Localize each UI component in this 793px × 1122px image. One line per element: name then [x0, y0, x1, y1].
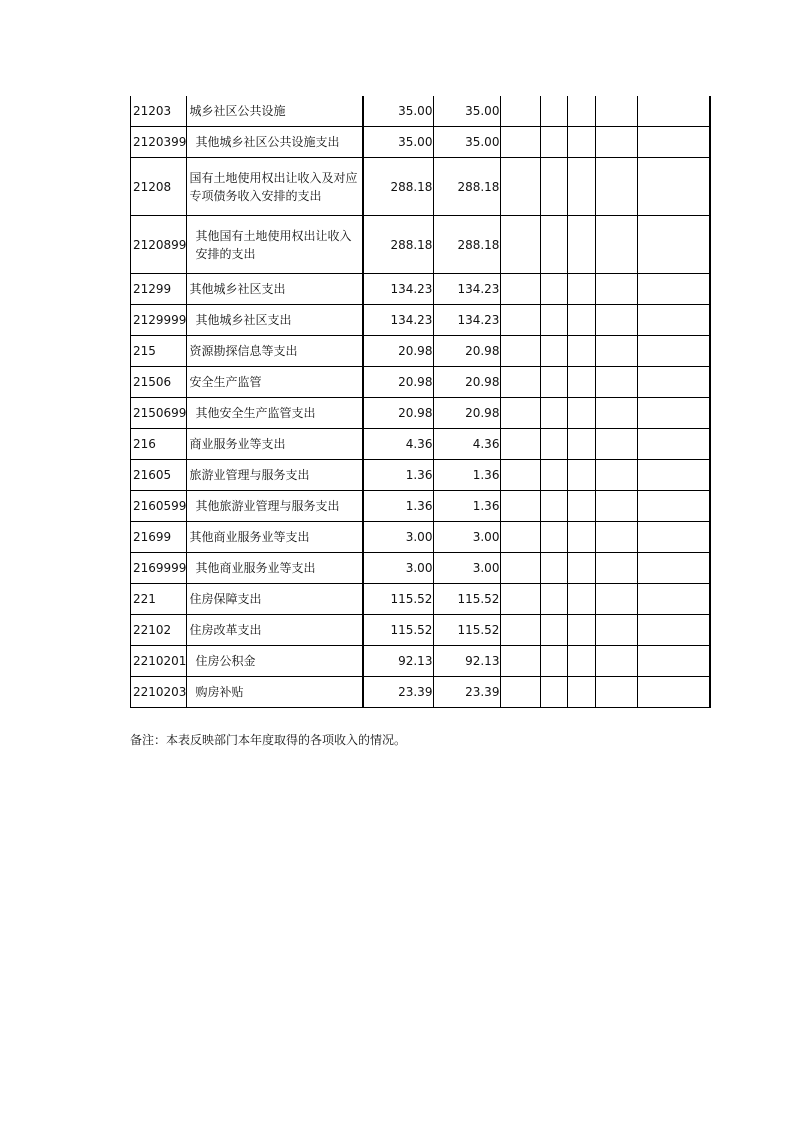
- total-amount-cell: 134.23: [363, 305, 434, 336]
- subject-name-cell: 住房保障支出: [187, 584, 363, 615]
- subject-code-cell: 21506: [131, 367, 187, 398]
- empty-cell: [541, 491, 568, 522]
- empty-cell: [596, 615, 638, 646]
- empty-cell: [568, 96, 596, 127]
- empty-cell: [596, 367, 638, 398]
- general-budget-amount-cell: 3.00: [434, 553, 501, 584]
- general-budget-amount-cell: 20.98: [434, 336, 501, 367]
- table-note: 备注：本表反映部门本年度取得的各项收入的情况。: [130, 733, 407, 747]
- empty-cell: [568, 491, 596, 522]
- empty-cell: [638, 460, 710, 491]
- empty-cell: [596, 460, 638, 491]
- empty-cell: [541, 216, 568, 274]
- empty-cell: [596, 398, 638, 429]
- total-amount-cell: 92.13: [363, 646, 434, 677]
- empty-cell: [568, 615, 596, 646]
- empty-cell: [638, 429, 710, 460]
- general-budget-amount-cell: 288.18: [434, 158, 501, 216]
- table-row: [131, 677, 710, 708]
- general-budget-amount-cell: 3.00: [434, 522, 501, 553]
- empty-cell: [541, 460, 568, 491]
- empty-cell: [501, 305, 541, 336]
- empty-cell: [596, 522, 638, 553]
- subject-name-cell: 其他城乡社区公共设施支出: [187, 127, 363, 158]
- subject-name-cell: 住房公积金: [187, 646, 363, 677]
- empty-cell: [638, 158, 710, 216]
- empty-cell: [541, 305, 568, 336]
- empty-cell: [541, 367, 568, 398]
- empty-cell: [568, 305, 596, 336]
- general-budget-amount-cell: 1.36: [434, 491, 501, 522]
- empty-cell: [568, 216, 596, 274]
- total-amount-cell: 35.00: [363, 96, 434, 127]
- empty-cell: [568, 367, 596, 398]
- empty-cell: [568, 398, 596, 429]
- empty-cell: [596, 584, 638, 615]
- general-budget-amount-cell: 115.52: [434, 615, 501, 646]
- empty-cell: [596, 491, 638, 522]
- subject-name-cell: 国有土地使用权出让收入及对应专项债务收入安排的支出: [187, 158, 363, 216]
- general-budget-amount-cell: 288.18: [434, 216, 501, 274]
- general-budget-amount-cell: 134.23: [434, 274, 501, 305]
- empty-cell: [541, 158, 568, 216]
- general-budget-amount-cell: 134.23: [434, 305, 501, 336]
- subject-code-cell: 216: [131, 429, 187, 460]
- income-table-container: [130, 96, 711, 708]
- empty-cell: [638, 127, 710, 158]
- subject-code-cell: 21203: [131, 96, 187, 127]
- empty-cell: [501, 158, 541, 216]
- empty-cell: [541, 615, 568, 646]
- general-budget-amount-cell: 20.98: [434, 398, 501, 429]
- table-row: [131, 429, 710, 460]
- empty-cell: [596, 96, 638, 127]
- empty-cell: [501, 429, 541, 460]
- empty-cell: [638, 216, 710, 274]
- subject-name-cell: 购房补贴: [187, 677, 363, 708]
- empty-cell: [568, 553, 596, 584]
- empty-cell: [638, 96, 710, 127]
- empty-cell: [501, 584, 541, 615]
- empty-cell: [638, 305, 710, 336]
- income-table: [130, 96, 711, 708]
- empty-cell: [638, 367, 710, 398]
- total-amount-cell: 288.18: [363, 216, 434, 274]
- subject-code-cell: 215: [131, 336, 187, 367]
- empty-cell: [638, 584, 710, 615]
- empty-cell: [568, 677, 596, 708]
- empty-cell: [501, 127, 541, 158]
- total-amount-cell: 4.36: [363, 429, 434, 460]
- empty-cell: [501, 460, 541, 491]
- total-amount-cell: 115.52: [363, 584, 434, 615]
- empty-cell: [501, 646, 541, 677]
- table-row: [131, 336, 710, 367]
- general-budget-amount-cell: 35.00: [434, 96, 501, 127]
- table-row: [131, 216, 710, 274]
- subject-name-cell: 其他国有土地使用权出让收入安排的支出: [187, 216, 363, 274]
- empty-cell: [638, 398, 710, 429]
- empty-cell: [568, 522, 596, 553]
- subject-name-cell: 其他城乡社区支出: [187, 305, 363, 336]
- general-budget-amount-cell: 35.00: [434, 127, 501, 158]
- total-amount-cell: 23.39: [363, 677, 434, 708]
- total-amount-cell: 35.00: [363, 127, 434, 158]
- empty-cell: [638, 646, 710, 677]
- empty-cell: [638, 553, 710, 584]
- subject-code-cell: 2210203: [131, 677, 187, 708]
- general-budget-amount-cell: 4.36: [434, 429, 501, 460]
- table-row: [131, 615, 710, 646]
- empty-cell: [596, 429, 638, 460]
- empty-cell: [501, 615, 541, 646]
- subject-code-cell: 2160599: [131, 491, 187, 522]
- empty-cell: [568, 336, 596, 367]
- table-row: [131, 522, 710, 553]
- subject-name-cell: 住房改革支出: [187, 615, 363, 646]
- total-amount-cell: 288.18: [363, 158, 434, 216]
- subject-code-cell: 2129999: [131, 305, 187, 336]
- table-row: [131, 96, 710, 127]
- empty-cell: [501, 491, 541, 522]
- empty-cell: [596, 646, 638, 677]
- subject-code-cell: 22102: [131, 615, 187, 646]
- subject-code-cell: 21208: [131, 158, 187, 216]
- empty-cell: [501, 367, 541, 398]
- total-amount-cell: 20.98: [363, 336, 434, 367]
- empty-cell: [596, 158, 638, 216]
- empty-cell: [501, 522, 541, 553]
- table-row: [131, 460, 710, 491]
- subject-name-cell: 其他商业服务业等支出: [187, 522, 363, 553]
- subject-name-cell: 商业服务业等支出: [187, 429, 363, 460]
- table-row: [131, 274, 710, 305]
- empty-cell: [638, 274, 710, 305]
- empty-cell: [568, 274, 596, 305]
- empty-cell: [568, 584, 596, 615]
- empty-cell: [501, 216, 541, 274]
- empty-cell: [638, 336, 710, 367]
- empty-cell: [541, 677, 568, 708]
- empty-cell: [568, 460, 596, 491]
- empty-cell: [568, 646, 596, 677]
- income-table-body: [131, 96, 710, 708]
- empty-cell: [596, 127, 638, 158]
- empty-cell: [638, 615, 710, 646]
- subject-name-cell: 其他旅游业管理与服务支出: [187, 491, 363, 522]
- subject-code-cell: 2150699: [131, 398, 187, 429]
- empty-cell: [501, 398, 541, 429]
- subject-name-cell: 资源勘探信息等支出: [187, 336, 363, 367]
- empty-cell: [638, 522, 710, 553]
- empty-cell: [568, 127, 596, 158]
- empty-cell: [541, 429, 568, 460]
- empty-cell: [568, 158, 596, 216]
- total-amount-cell: 1.36: [363, 491, 434, 522]
- subject-name-cell: 安全生产监管: [187, 367, 363, 398]
- subject-name-cell: 城乡社区公共设施: [187, 96, 363, 127]
- total-amount-cell: 3.00: [363, 553, 434, 584]
- empty-cell: [541, 127, 568, 158]
- subject-code-cell: 21605: [131, 460, 187, 491]
- table-row: [131, 584, 710, 615]
- total-amount-cell: 3.00: [363, 522, 434, 553]
- subject-code-cell: 221: [131, 584, 187, 615]
- empty-cell: [596, 677, 638, 708]
- empty-cell: [501, 274, 541, 305]
- total-amount-cell: 134.23: [363, 274, 434, 305]
- general-budget-amount-cell: 23.39: [434, 677, 501, 708]
- empty-cell: [596, 216, 638, 274]
- table-row: [131, 158, 710, 216]
- empty-cell: [541, 274, 568, 305]
- table-row: [131, 305, 710, 336]
- empty-cell: [638, 677, 710, 708]
- empty-cell: [541, 584, 568, 615]
- subject-name-cell: 其他商业服务业等支出: [187, 553, 363, 584]
- table-row: [131, 491, 710, 522]
- empty-cell: [501, 677, 541, 708]
- empty-cell: [501, 336, 541, 367]
- subject-code-cell: 2120399: [131, 127, 187, 158]
- table-row: [131, 553, 710, 584]
- general-budget-amount-cell: 115.52: [434, 584, 501, 615]
- subject-name-cell: 旅游业管理与服务支出: [187, 460, 363, 491]
- empty-cell: [541, 522, 568, 553]
- table-row: [131, 398, 710, 429]
- empty-cell: [541, 336, 568, 367]
- table-row: [131, 127, 710, 158]
- total-amount-cell: 20.98: [363, 398, 434, 429]
- empty-cell: [568, 429, 596, 460]
- subject-code-cell: 2210201: [131, 646, 187, 677]
- empty-cell: [596, 305, 638, 336]
- subject-code-cell: 21699: [131, 522, 187, 553]
- subject-code-cell: 2169999: [131, 553, 187, 584]
- empty-cell: [541, 646, 568, 677]
- subject-code-cell: 21299: [131, 274, 187, 305]
- table-row: [131, 646, 710, 677]
- empty-cell: [596, 553, 638, 584]
- subject-name-cell: 其他城乡社区支出: [187, 274, 363, 305]
- general-budget-amount-cell: 1.36: [434, 460, 501, 491]
- empty-cell: [596, 336, 638, 367]
- total-amount-cell: 1.36: [363, 460, 434, 491]
- empty-cell: [596, 274, 638, 305]
- table-row: [131, 367, 710, 398]
- empty-cell: [541, 553, 568, 584]
- empty-cell: [638, 491, 710, 522]
- general-budget-amount-cell: 92.13: [434, 646, 501, 677]
- empty-cell: [541, 398, 568, 429]
- general-budget-amount-cell: 20.98: [434, 367, 501, 398]
- total-amount-cell: 115.52: [363, 615, 434, 646]
- empty-cell: [541, 96, 568, 127]
- empty-cell: [501, 96, 541, 127]
- total-amount-cell: 20.98: [363, 367, 434, 398]
- subject-name-cell: 其他安全生产监管支出: [187, 398, 363, 429]
- subject-code-cell: 2120899: [131, 216, 187, 274]
- empty-cell: [501, 553, 541, 584]
